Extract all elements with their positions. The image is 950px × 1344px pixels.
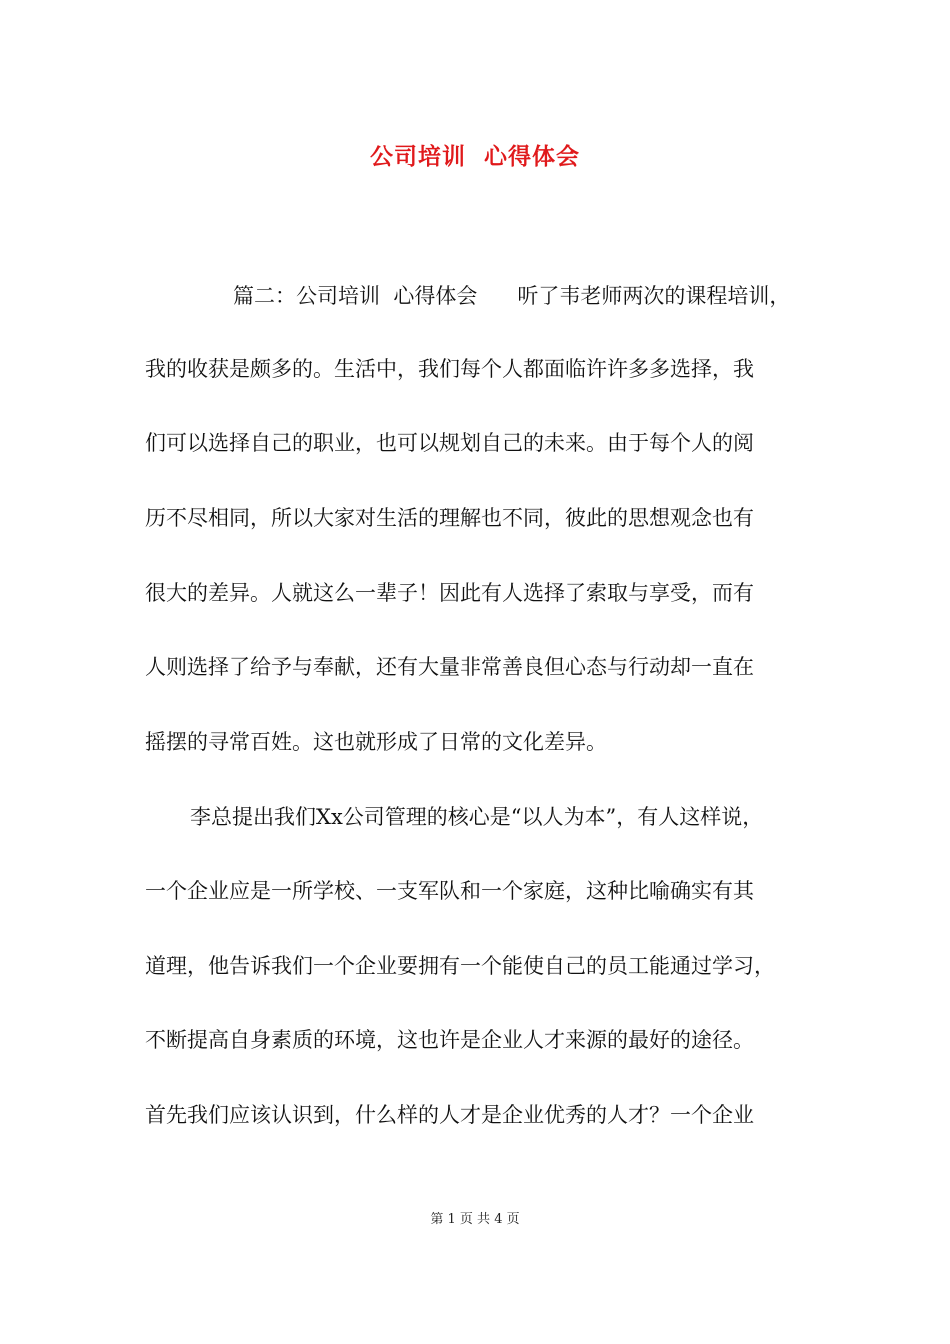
paragraph-line: 摇摆的寻常百姓。这也就形成了日常的文化差异。 [145, 730, 607, 754]
paragraph-line: 篇二：公司培训 心得体会 听了韦老师两次的课程培训， [233, 284, 791, 308]
paragraph-line: 人则选择了给予与奉献，还有大量非常善良但心态与行动却一直在 [145, 655, 754, 679]
page-number-footer: 第 1 页 共 4 页 [430, 1212, 520, 1227]
paragraph-line: 李总提出我们Xx公司管理的核心是“以人为本”，有人这样说， [190, 805, 764, 829]
document-title: 公司培训 心得体会 [369, 143, 580, 170]
paragraph-line: 我的收获是颇多的。生活中，我们每个人都面临许许多多选择，我 [145, 357, 754, 381]
paragraph-line: 很大的差异。人就这么一辈子！因此有人选择了索取与享受，而有 [145, 581, 754, 605]
paragraph-line: 不断提高自身素质的环境，这也许是企业人才来源的最好的途径。 [145, 1028, 754, 1052]
paragraph-line: 首先我们应该认识到，什么样的人才是企业优秀的人才？一个企业 [145, 1103, 754, 1127]
paragraph-line: 一个企业应是一所学校、一支军队和一个家庭，这种比喻确实有其 [145, 879, 754, 903]
paragraph-line: 们可以选择自己的职业，也可以规划自己的未来。由于每个人的阅 [145, 431, 754, 455]
paragraph-line: 道理，他告诉我们一个企业要拥有一个能使自己的员工能通过学习， [145, 954, 775, 978]
paragraph-line: 历不尽相同，所以大家对生活的理解也不同，彼此的思想观念也有 [145, 506, 754, 530]
